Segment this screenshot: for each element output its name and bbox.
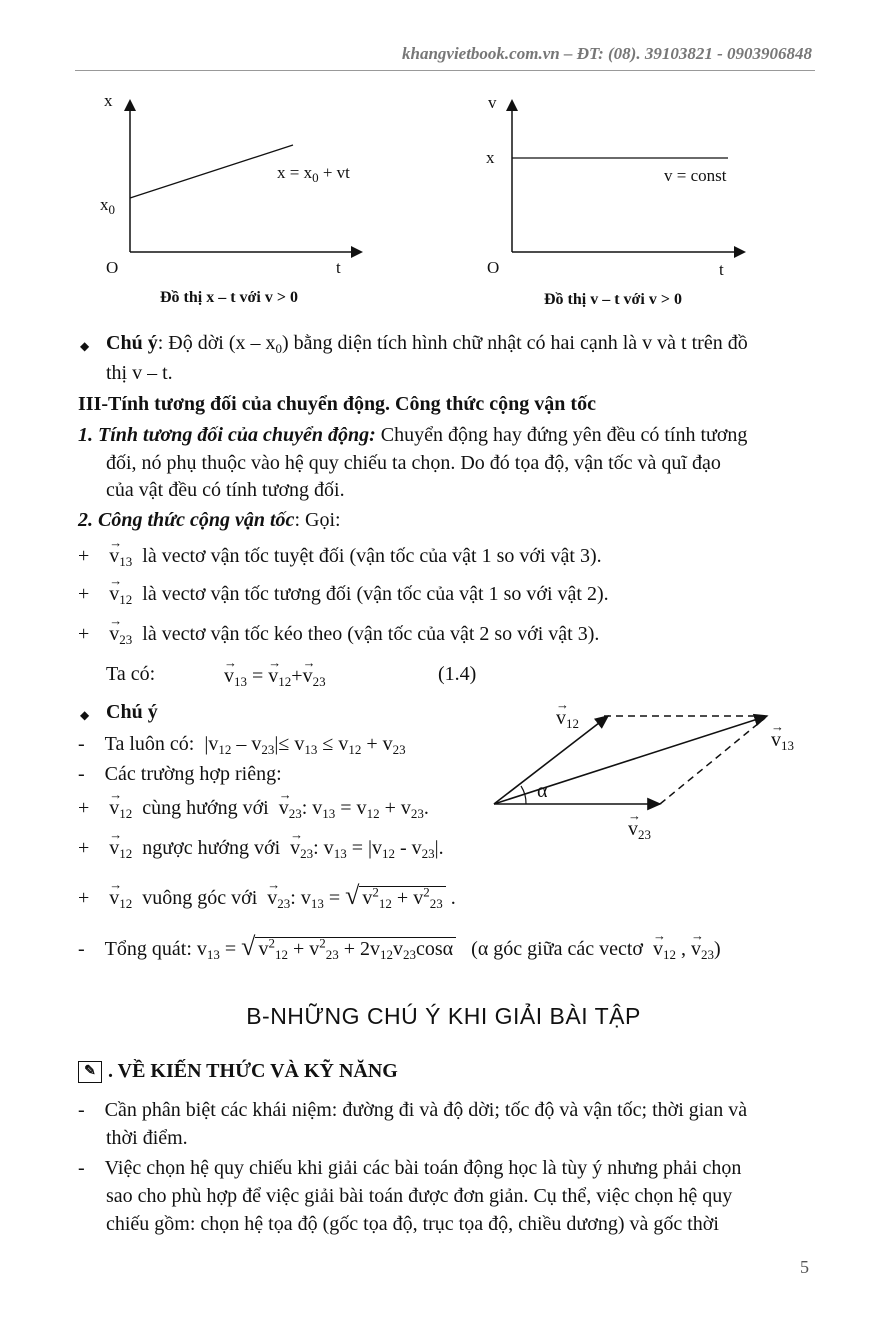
case-general: - Tổng quát: $v_{13}$ = √ $v^2_{12} + v^2_{23} + 2v_{12}v_{23}\cos\alpha$ (α góc giữa các vectơ → $v_{12}$ , → $v_{23}$) (78, 933, 721, 963)
graph2-equation: v = const (664, 166, 727, 185)
knowledge-p2-line2: sao cho phù hợp để việc giải bài toán được đơn giản. Cụ thể, việc chọn hệ quy (106, 1185, 733, 1207)
knowledge-p2-line1: - Việc chọn hệ quy chiếu khi giải các bài toán động học là tùy ý nhưng phải chọn (78, 1157, 742, 1179)
graph2-caption: Đồ thị v – t với v > 0 (544, 291, 682, 308)
label-alpha: α (537, 780, 548, 802)
label-v13: → $v_{13}$ (771, 726, 794, 754)
item1-line2: đối, nó phụ thuộc vào hệ quy chiếu ta chọn. Do đó tọa độ, vận tốc và quĩ đạo (106, 452, 721, 474)
note1-line1: Chú ý: Độ dời $(x - x_0)$ bằng diện tích hình chữ nhật có hai cạnh là v và t trên đồ (106, 332, 748, 356)
dashed-side (660, 718, 765, 804)
label-v12: → $v_{12}$ (556, 704, 579, 732)
page-number: 5 (800, 1257, 809, 1277)
graph2-origin: O (487, 258, 500, 277)
note2-label: Chú ý (106, 701, 158, 723)
def-row: +→ $v_{23}$ là vectơ vận tốc kéo theo (vận tốc của vật 2 so với vật 3). (78, 620, 599, 648)
graph2-x-label: t (719, 260, 724, 279)
def-row: +→ $v_{12}$ là vectơ vận tốc tương đối (vận tốc của vật 1 so với vật 2). (78, 580, 609, 608)
note2-special: - Các trường hợp riêng: (78, 763, 282, 785)
def-row: +→ $v_{13}$ là vectơ vận tốc tuyệt đối (vận tốc của vật 1 so với vật 3). (78, 542, 602, 570)
graph1-origin: O (106, 258, 119, 277)
knowledge-heading: ✎ . VỀ KIẾN THỨC VÀ KỸ NĂNG (78, 1057, 398, 1085)
pointing-hand-icon: ✎ (78, 1061, 102, 1083)
formula-prefix: Ta có: (106, 663, 156, 685)
case-same: +→ $v_{12}$ cùng hướng với → $v_{23}$: $v_{13} = v_{12} + v_{23}$. (78, 794, 429, 822)
graph1-equation: $x = x_0$ + vt (277, 163, 350, 185)
note1-bullet: ◆ (80, 339, 90, 353)
vector-v13 (494, 716, 767, 804)
knowledge-p1-line1: - Cần phân biệt các khái niệm: đường đi và độ dời; tốc độ và vận tốc; thời gian và (78, 1099, 748, 1121)
section-3-title: III-Tính tương đối của chuyển động. Công thức cộng vận tốc (78, 393, 596, 415)
knowledge-p1-line2: thời điểm. (106, 1127, 188, 1149)
case-perpendicular: +→ $v_{12}$ vuông góc với → $v_{23}$: $v_{13}$ = √ $v^2_{12} + v^2_{23}$ . (78, 882, 456, 912)
graph2-level: x (486, 148, 495, 167)
case-opposite: +→ $v_{12}$ ngược hướng với → $v_{23}$: $v_{13} = |v_{12} - v_{23}|$. (78, 834, 444, 862)
note2-bullet: ◆ (80, 708, 90, 722)
label-v23: → $v_{23}$ (628, 815, 651, 843)
formula-equation: → $v_{13}$ = → $v_{12}+\to v_{23}$ (224, 662, 326, 690)
section-b-title: B-NHỮNG CHÚ Ý KHI GIẢI BÀI TẬP (246, 1003, 641, 1029)
vector-v12 (494, 716, 608, 804)
graph1-caption: Đồ thị x – t với v > 0 (160, 289, 298, 306)
graph1-y-label: x (104, 91, 113, 110)
item1-line1: 1. Tính tương đối của chuyển động: Chuyển động hay đứng yên đều có tính tương (78, 424, 748, 446)
graph2-y-label: v (488, 93, 497, 112)
graph-v-t (480, 90, 780, 290)
header-rule (75, 70, 815, 71)
graph-x-t (95, 90, 405, 290)
graph1-x0: $x_0$ (100, 195, 115, 217)
knowledge-p2-line3: chiếu gồm: chọn hệ tọa độ (gốc tọa độ, trục tọa độ, chiều dương) và gốc thời (106, 1213, 719, 1235)
note2-always: - Ta luôn có: $|v_{12} - v_{23}|\le v_{13} \le v_{12} + v_{23}$ (78, 733, 406, 757)
line-x-t (130, 145, 293, 198)
item2-title: 2. Công thức cộng vận tốc: Gọi: (78, 509, 341, 531)
graph1-x-label: t (336, 258, 341, 277)
formula-number: (1.4) (438, 663, 477, 685)
page-header: khangvietbook.com.vn – ĐT: (08). 39103821 - 0903906848 (401, 44, 812, 63)
item1-line3: của vật đều có tính tương đối. (106, 479, 345, 501)
note1-line2: thị v – t. (106, 362, 173, 384)
